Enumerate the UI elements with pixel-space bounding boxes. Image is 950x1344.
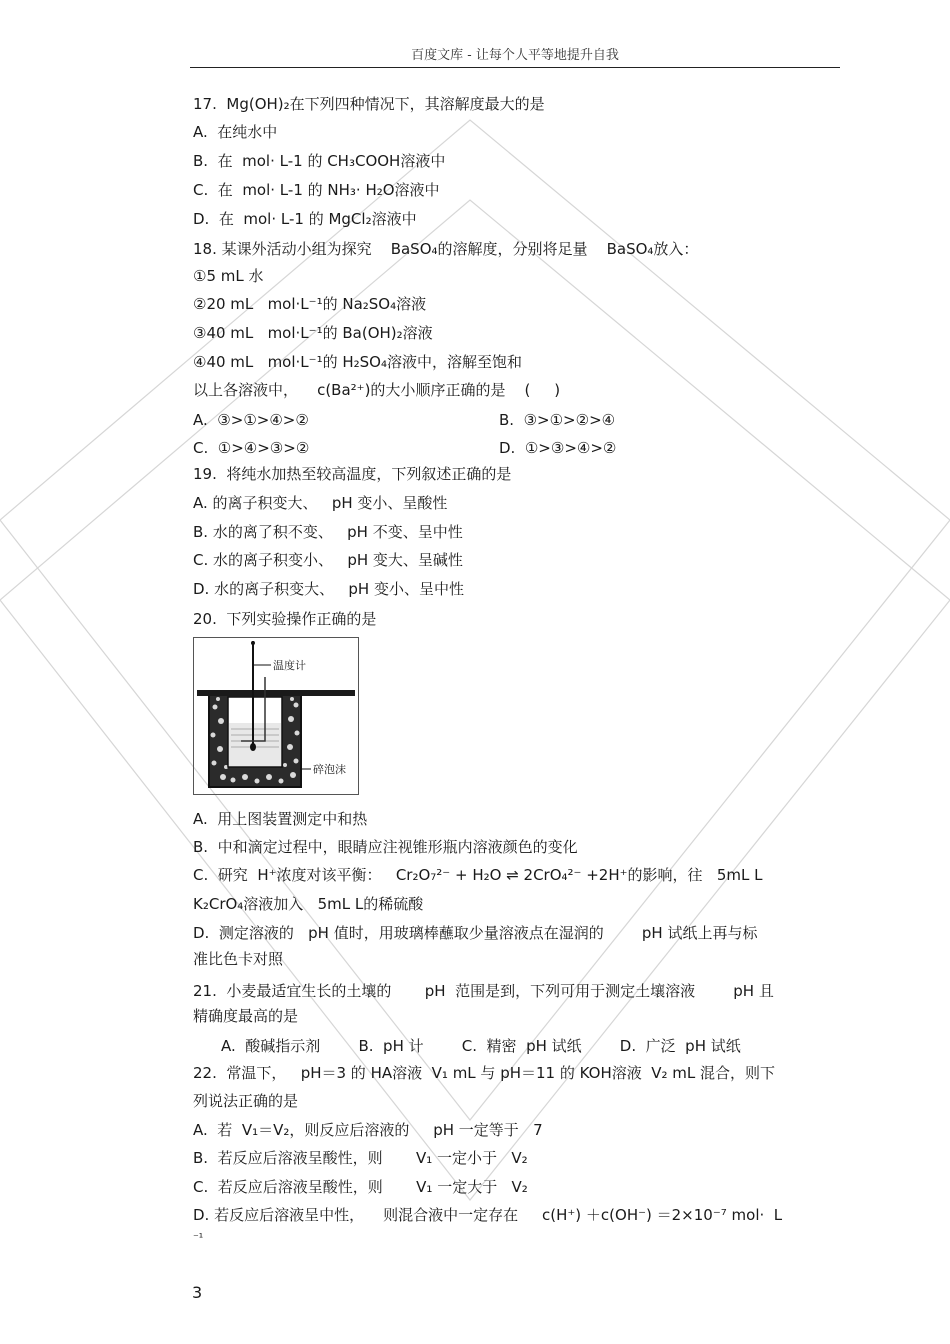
page-number: 3 [192, 1283, 203, 1302]
q22-option-d-line2: ⁻¹ [193, 1231, 204, 1244]
q20-option-d-line2: 准比色卡对照 [193, 950, 284, 968]
q18-option-c: C. ①>④>③>② [193, 439, 310, 457]
q22-option-d-line1: D. 若反应后溶液呈中性， 则混合液中一定存在 c(H⁺) ＋c(OH⁻) ＝2×10⁻⁷ mol· L [193, 1206, 783, 1224]
q17-stem: 17. Mg(OH)₂在下列四种情况下，其溶解度最大的是 [193, 95, 545, 113]
header-rule [190, 67, 840, 68]
thermometer-label: 温度计 [273, 659, 306, 672]
q18-question: 以上各溶液中， c(Ba²⁺)的大小顺序正确的是 ( ) [193, 381, 561, 399]
q21-stem-line1: 21. 小麦最适宜生长的土壤的 pH 范围是到，下列可用于测定土壤溶液 pH 且 [193, 982, 774, 1000]
q19-stem: 19. 将纯水加热至较高温度，下列叙述正确的是 [193, 465, 512, 483]
q22-option-b: B. 若反应后溶液呈酸性，则 V₁ 一定小于 V₂ [193, 1149, 528, 1167]
q19-option-d: D. 水的离子积变大、 pH 变小、呈中性 [193, 580, 464, 598]
q22-option-c: C. 若反应后溶液呈酸性，则 V₁ 一定大于 V₂ [193, 1178, 528, 1196]
q21-stem-line2: 精确度最高的是 [193, 1007, 299, 1025]
q17-option-c: C. 在 mol· L-1 的 NH₃· H₂O溶液中 [193, 181, 440, 199]
calorimeter-figure [193, 637, 359, 795]
q19-option-c: C. 水的离子积变小、 pH 变大、呈碱性 [193, 551, 463, 569]
q18-option-b: B. ③>①>②>④ [499, 411, 616, 429]
foam-label: 碎泡沫 [313, 763, 346, 776]
q20-option-c-line1: C. 研究 H⁺浓度对该平衡： Cr₂O₇²⁻ + H₂O ⇌ 2CrO₄²⁻ +2H⁺的影响，往 5mL L [193, 866, 763, 884]
q20-option-d-line1: D. 测定溶液的 pH 值时，用玻璃棒蘸取少量溶液点在湿润的 pH 试纸上再与标 [193, 924, 758, 942]
q18-item-1: ①5 mL 水 [193, 267, 264, 285]
q18-item-3: ③40 mL mol·L⁻¹的 Ba(OH)₂溶液 [193, 324, 433, 342]
q20-option-c-line2: K₂CrO₄溶液加入 5mL L的稀硫酸 [193, 895, 424, 913]
q18-stem: 18. 某课外活动小组为探究 BaSO₄的溶解度，分别将足量 BaSO₄放入： [193, 240, 699, 258]
q20-stem: 20. 下列实验操作正确的是 [193, 610, 377, 628]
q22-option-a: A. 若 V₁＝V₂，则反应后溶液的 pH 一定等于 7 [193, 1121, 543, 1139]
q19-option-b: B. 水的离了积不变、 pH 不变、呈中性 [193, 523, 463, 541]
q22-stem-line2: 列说法正确的是 [193, 1092, 299, 1110]
q17-option-a: A. 在纯水中 [193, 123, 278, 141]
q21-options: A. 酸碱指示剂 B. pH 计 C. 精密 pH 试纸 D. 广泛 pH 试纸 [221, 1037, 741, 1055]
q18-item-2: ②20 mL mol·L⁻¹的 Na₂SO₄溶液 [193, 295, 427, 313]
q20-option-a: A. 用上图装置测定中和热 [193, 810, 368, 828]
page-header: 百度文库 - 让每个人平等地提升自我 [411, 48, 619, 63]
q17-option-d: D. 在 mol· L-1 的 MgCl₂溶液中 [193, 210, 417, 228]
q22-stem-line1: 22. 常温下， pH＝3 的 HA溶液 V₁ mL 与 pH＝11 的 KOH溶液 V₂ mL 混合，则下 [193, 1064, 776, 1082]
q17-option-b: B. 在 mol· L-1 的 CH₃COOH溶液中 [193, 152, 446, 170]
q20-option-b: B. 中和滴定过程中，眼睛应注视锥形瓶内溶液颜色的变化 [193, 838, 578, 856]
q18-option-a: A. ③>①>④>② [193, 411, 309, 429]
q18-option-d: D. ①>③>④>② [499, 439, 617, 457]
q19-option-a: A. 的离子积变大、 pH 变小、呈酸性 [193, 494, 448, 512]
q18-item-4: ④40 mL mol·L⁻¹的 H₂SO₄溶液中，溶解至饱和 [193, 353, 522, 371]
